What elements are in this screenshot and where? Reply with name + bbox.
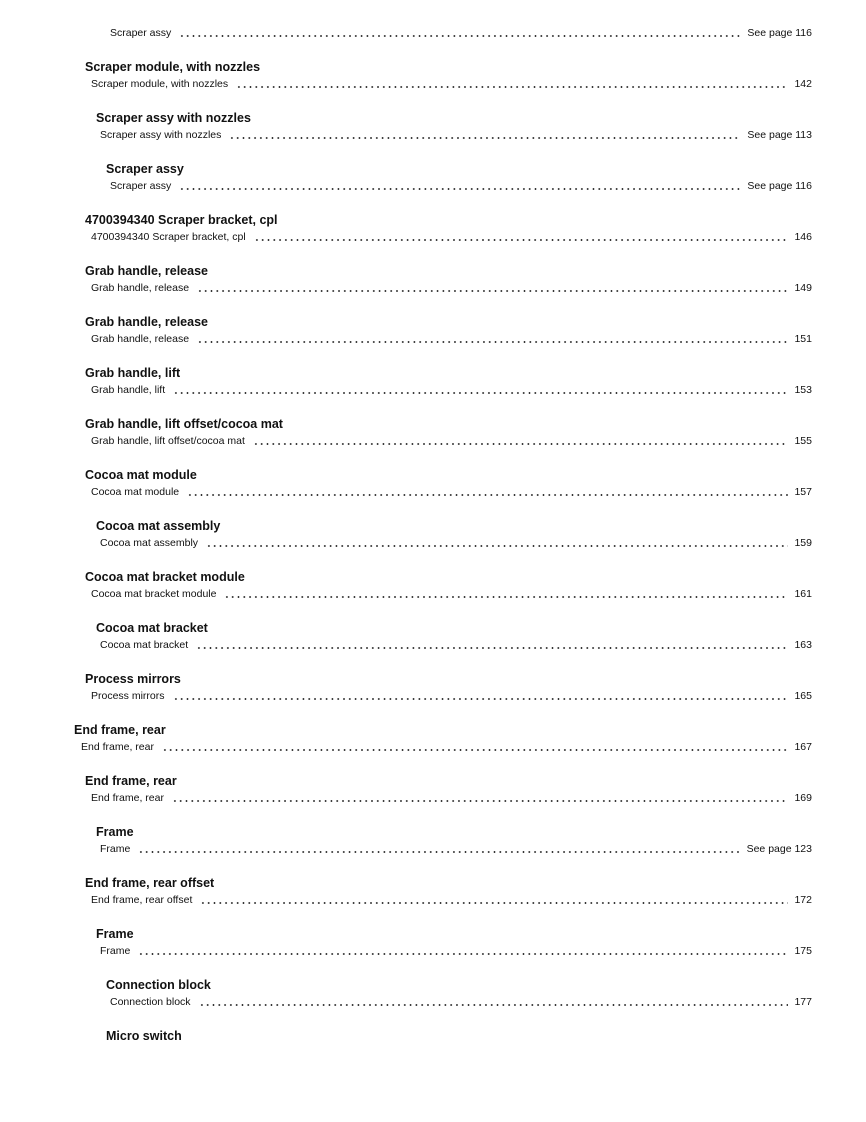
dot-leader — [229, 137, 741, 139]
dot-leader — [179, 188, 741, 190]
toc-entry[interactable] — [0, 315, 866, 366]
toc-heading: Cocoa mat bracket — [96, 621, 208, 635]
toc-heading: Connection block — [106, 978, 211, 992]
dot-leader — [138, 851, 740, 853]
toc-entry[interactable] — [0, 417, 866, 468]
toc-entry-title: Cocoa mat module — [91, 486, 180, 498]
toc-entry-title: Grab handle, release — [91, 333, 190, 345]
toc-entry-title: Cocoa mat bracket — [100, 639, 189, 651]
toc-row[interactable] — [91, 333, 812, 346]
dot-leader — [196, 647, 788, 649]
toc-entry[interactable] — [0, 366, 866, 417]
page-number[interactable]: 163 — [794, 639, 812, 651]
toc-entry-title: Frame — [100, 945, 131, 957]
toc-entry-title: 4700394340 Scraper bracket, cpl — [91, 231, 246, 243]
toc-heading: Cocoa mat bracket module — [85, 570, 245, 584]
page-number[interactable]: 159 — [794, 537, 812, 549]
dot-leader — [173, 698, 789, 700]
toc-row[interactable] — [91, 384, 812, 397]
toc-heading: Cocoa mat module — [85, 468, 197, 482]
dot-leader — [138, 953, 788, 955]
toc-row[interactable] — [91, 894, 812, 907]
toc-entry[interactable] — [0, 672, 866, 723]
toc-entry[interactable] — [0, 825, 866, 876]
dot-leader — [236, 86, 788, 88]
page-number[interactable]: 146 — [794, 231, 812, 243]
page-number[interactable]: 155 — [794, 435, 812, 447]
toc-entry-title: End frame, rear — [91, 792, 164, 804]
toc-entry-title: Grab handle, release — [91, 282, 190, 294]
toc-entry-title: End frame, rear — [81, 741, 154, 753]
toc-entry[interactable] — [0, 60, 866, 111]
page-number[interactable]: 142 — [794, 78, 812, 90]
toc-entry[interactable] — [0, 927, 866, 978]
page-number[interactable]: See page 116 — [747, 180, 812, 192]
toc-entry-title: Cocoa mat bracket module — [91, 588, 217, 600]
toc-entry-title: Cocoa mat assembly — [100, 537, 199, 549]
toc-heading: Scraper module, with nozzles — [85, 60, 261, 74]
page-number[interactable]: 167 — [794, 741, 812, 753]
toc-row[interactable] — [91, 435, 812, 448]
toc-row[interactable] — [91, 792, 812, 805]
toc-row[interactable] — [91, 231, 812, 244]
toc-row[interactable] — [91, 486, 812, 499]
toc-heading: Frame — [96, 825, 134, 839]
toc-entry-title: Scraper assy — [110, 27, 172, 39]
toc-entry[interactable] — [0, 264, 866, 315]
toc-row[interactable] — [100, 843, 812, 856]
dot-leader — [253, 443, 789, 445]
toc-entry[interactable] — [0, 978, 866, 1029]
page-number[interactable]: 169 — [794, 792, 812, 804]
dot-leader — [197, 290, 788, 292]
toc-entry-title: Scraper module, with nozzles — [91, 78, 229, 90]
toc-heading: Process mirrors — [85, 672, 181, 686]
dot-leader — [199, 1004, 789, 1006]
toc-heading: Scraper assy with nozzles — [96, 111, 251, 125]
toc-heading: Grab handle, lift offset/cocoa mat — [85, 417, 283, 431]
toc-entry-title: Scraper assy — [110, 180, 172, 192]
toc-entry[interactable] — [0, 213, 866, 264]
page-number[interactable]: 149 — [794, 282, 812, 294]
toc-entry[interactable] — [0, 1029, 866, 1080]
toc-row[interactable] — [100, 129, 812, 142]
dot-leader — [173, 392, 788, 394]
page-number[interactable]: 172 — [794, 894, 812, 906]
page-number[interactable]: 161 — [794, 588, 812, 600]
toc-entry[interactable] — [0, 723, 866, 774]
dot-leader — [206, 545, 788, 547]
toc-entry[interactable] — [0, 9, 866, 60]
toc-entry[interactable] — [0, 111, 866, 162]
toc-entry[interactable] — [0, 162, 866, 213]
toc-heading: Cocoa mat assembly — [96, 519, 221, 533]
toc-entry-title: Grab handle, lift — [91, 384, 166, 396]
toc-heading: Micro switch — [106, 1029, 182, 1043]
toc-entry[interactable] — [0, 774, 866, 825]
toc-heading: Grab handle, lift — [85, 366, 181, 380]
toc-heading: End frame, rear — [74, 723, 166, 737]
page-number[interactable]: 151 — [794, 333, 812, 345]
page-number[interactable]: 175 — [794, 945, 812, 957]
toc-row[interactable] — [110, 996, 812, 1009]
page-number[interactable]: 157 — [794, 486, 812, 498]
toc-row[interactable] — [91, 690, 812, 703]
toc-entry-title: Connection block — [110, 996, 191, 1008]
toc-entry-title: Grab handle, lift offset/cocoa mat — [91, 435, 245, 447]
toc-row[interactable] — [91, 78, 812, 91]
page-number[interactable]: See page 116 — [747, 27, 812, 39]
toc-heading: Grab handle, release — [85, 315, 208, 329]
page-number[interactable]: See page 123 — [746, 843, 812, 855]
dot-leader — [187, 494, 788, 496]
toc-entry-title: Frame — [100, 843, 131, 855]
dot-leader — [200, 902, 788, 904]
toc-entry-title: Scraper assy with nozzles — [100, 129, 222, 141]
toc-row[interactable] — [100, 945, 812, 958]
toc-row[interactable] — [100, 537, 812, 550]
toc-entry[interactable] — [0, 468, 866, 519]
dot-leader — [197, 341, 788, 343]
dot-leader — [254, 239, 789, 241]
toc-row[interactable] — [110, 180, 812, 193]
toc-heading: Scraper assy — [106, 162, 184, 176]
toc-entry[interactable] — [0, 876, 866, 927]
dot-leader — [224, 596, 788, 598]
toc-entry-title: End frame, rear offset — [91, 894, 193, 906]
dot-leader — [162, 749, 789, 751]
page-number[interactable]: 165 — [794, 690, 812, 702]
page-number[interactable]: 177 — [794, 996, 812, 1008]
toc-entry[interactable] — [0, 519, 866, 570]
toc-row[interactable] — [81, 741, 812, 754]
dot-leader — [179, 35, 741, 37]
toc-row[interactable] — [91, 588, 812, 601]
toc-row[interactable] — [110, 27, 812, 40]
page-number[interactable]: 153 — [794, 384, 812, 396]
toc-entry[interactable] — [0, 621, 866, 672]
dot-leader — [172, 800, 789, 802]
toc-heading: 4700394340 Scraper bracket, cpl — [85, 213, 278, 227]
toc-heading: Grab handle, release — [85, 264, 208, 278]
toc-heading: End frame, rear — [85, 774, 177, 788]
toc-heading: End frame, rear offset — [85, 876, 215, 890]
toc-row[interactable] — [100, 639, 812, 652]
toc-entry-title: Process mirrors — [91, 690, 165, 702]
toc-heading: Frame — [96, 927, 134, 941]
page-number[interactable]: See page 113 — [747, 129, 812, 141]
toc-entry[interactable] — [0, 570, 866, 621]
toc-row[interactable] — [91, 282, 812, 295]
